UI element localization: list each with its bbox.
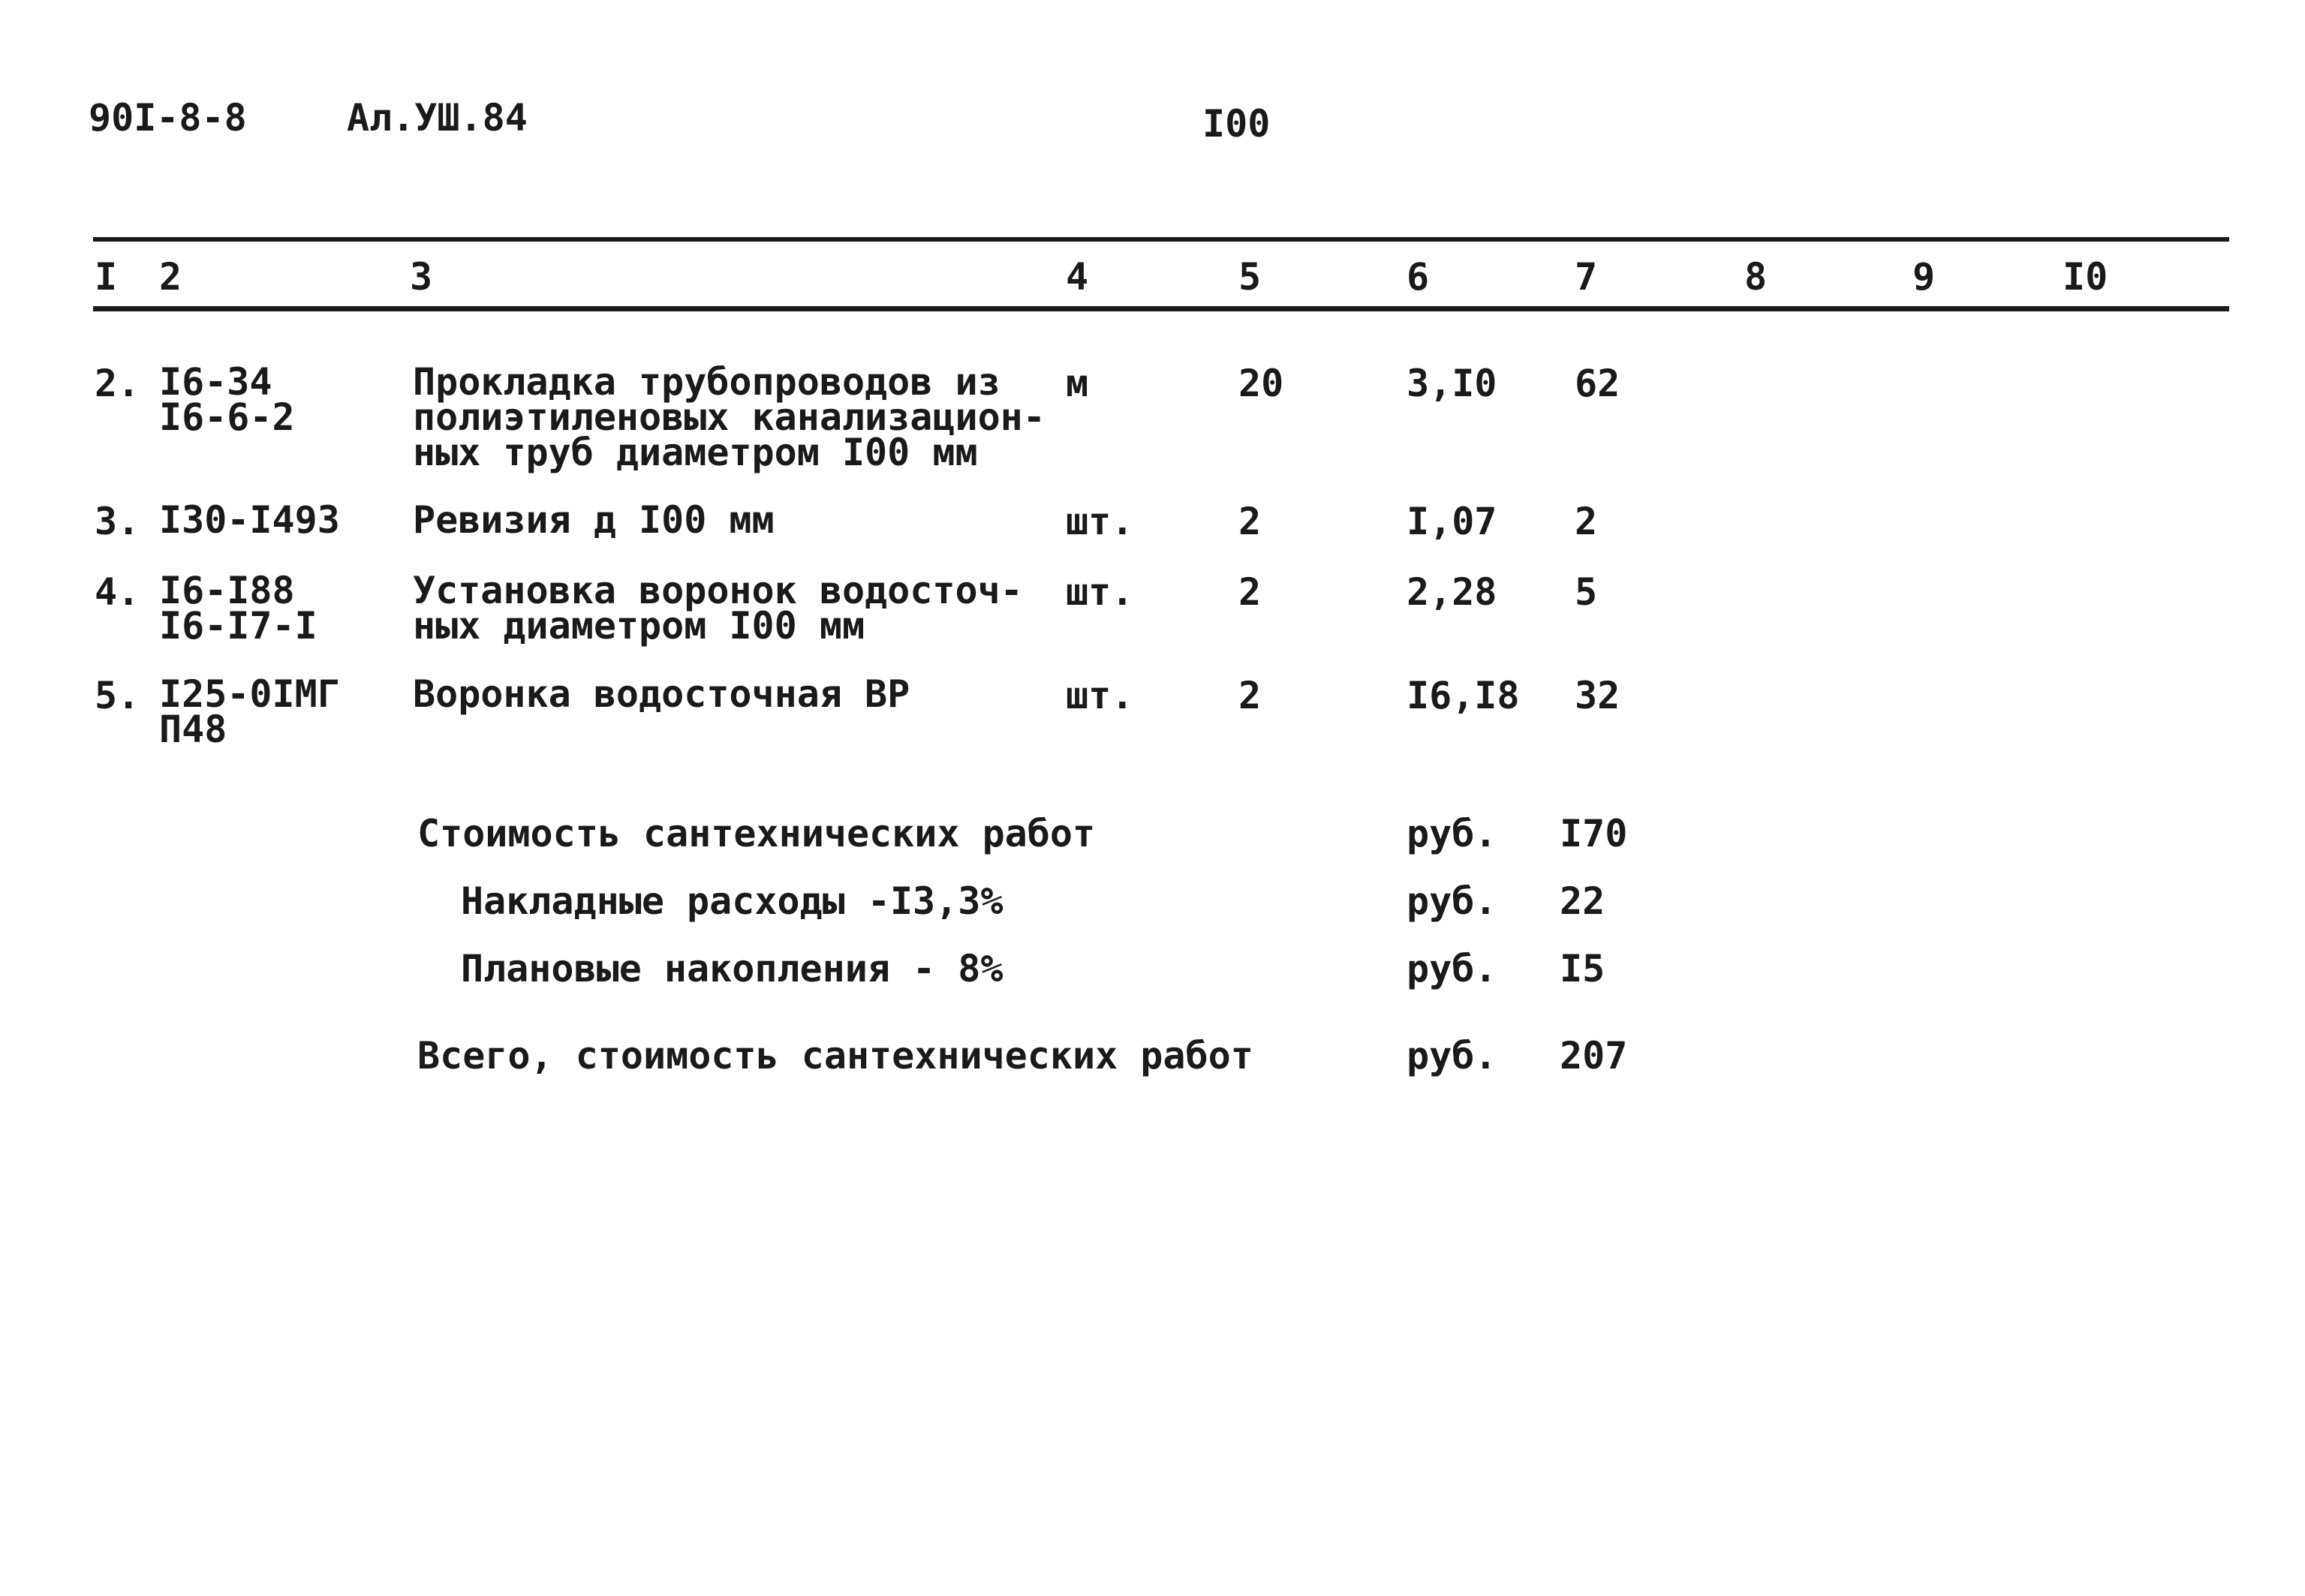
row-number: 3.	[95, 500, 140, 543]
total-cost: 2	[1575, 500, 1598, 543]
column-header: 2	[159, 255, 182, 299]
column-header: 7	[1575, 255, 1598, 299]
column-header: 6	[1407, 255, 1430, 299]
column-header: I0	[2063, 255, 2108, 299]
table-header-rule	[93, 306, 2229, 311]
unit: м	[1066, 362, 1089, 405]
unit-price: 3,I0	[1407, 362, 1497, 405]
total-cost: 62	[1575, 362, 1620, 405]
rate-code: I6-I88 I6-I7-I	[159, 569, 317, 648]
unit-price: 2,28	[1407, 570, 1497, 614]
quantity: 2	[1238, 674, 1262, 717]
summary-label: Стоимость сантехнических работ	[417, 812, 1096, 855]
unit: шт.	[1066, 570, 1134, 614]
summary-value: 207	[1560, 1034, 1628, 1078]
summary-value: I5	[1560, 947, 1605, 990]
unit: шт.	[1066, 674, 1134, 717]
summary-value: I70	[1560, 812, 1628, 855]
quantity: 20	[1238, 362, 1284, 405]
album-reference: Ал.УШ.84	[347, 96, 528, 140]
row-number: 2.	[95, 362, 140, 405]
rate-code: I25-0IМГ П48	[159, 672, 340, 751]
work-description: Воронка водосточная ВР	[413, 672, 910, 716]
summary-unit: руб.	[1407, 947, 1497, 990]
column-header: 3	[410, 255, 433, 299]
row-number: 4.	[95, 570, 140, 614]
summary-unit: руб.	[1407, 879, 1497, 923]
page-number: I00	[1202, 102, 1271, 146]
table-top-rule	[93, 237, 2229, 242]
summary-label: Всего, стоимость сантехнических работ	[417, 1034, 1253, 1078]
unit-price: I6,I8	[1407, 674, 1520, 717]
quantity: 2	[1238, 570, 1262, 614]
work-description: Ревизия д I00 мм	[413, 498, 775, 542]
summary-label: Накладные расходы -I3,3%	[461, 879, 1004, 923]
total-cost: 32	[1575, 674, 1620, 717]
work-description: Прокладка трубопроводов из полиэтиленовых канализацион- ных труб диаметром I00 мм	[413, 360, 1046, 474]
document-code: 90I-8-8	[89, 96, 247, 140]
work-description: Установка воронок водосточ- ных диаметром I00 мм	[413, 569, 1023, 648]
column-header: 5	[1238, 255, 1262, 299]
quantity: 2	[1238, 500, 1262, 543]
row-number: 5.	[95, 674, 140, 717]
rate-code: I30-I493	[159, 498, 340, 542]
unit: шт.	[1066, 500, 1134, 543]
column-header: 9	[1912, 255, 1936, 299]
column-header: 4	[1066, 255, 1089, 299]
total-cost: 5	[1575, 570, 1598, 614]
summary-label: Плановые накопления - 8%	[461, 947, 1004, 990]
unit-price: I,07	[1407, 500, 1497, 543]
rate-code: I6-34 I6-6-2	[159, 360, 295, 439]
column-header: I	[95, 255, 118, 299]
summary-value: 22	[1560, 879, 1605, 923]
summary-unit: руб.	[1407, 1034, 1497, 1078]
summary-unit: руб.	[1407, 812, 1497, 855]
column-header: 8	[1744, 255, 1768, 299]
